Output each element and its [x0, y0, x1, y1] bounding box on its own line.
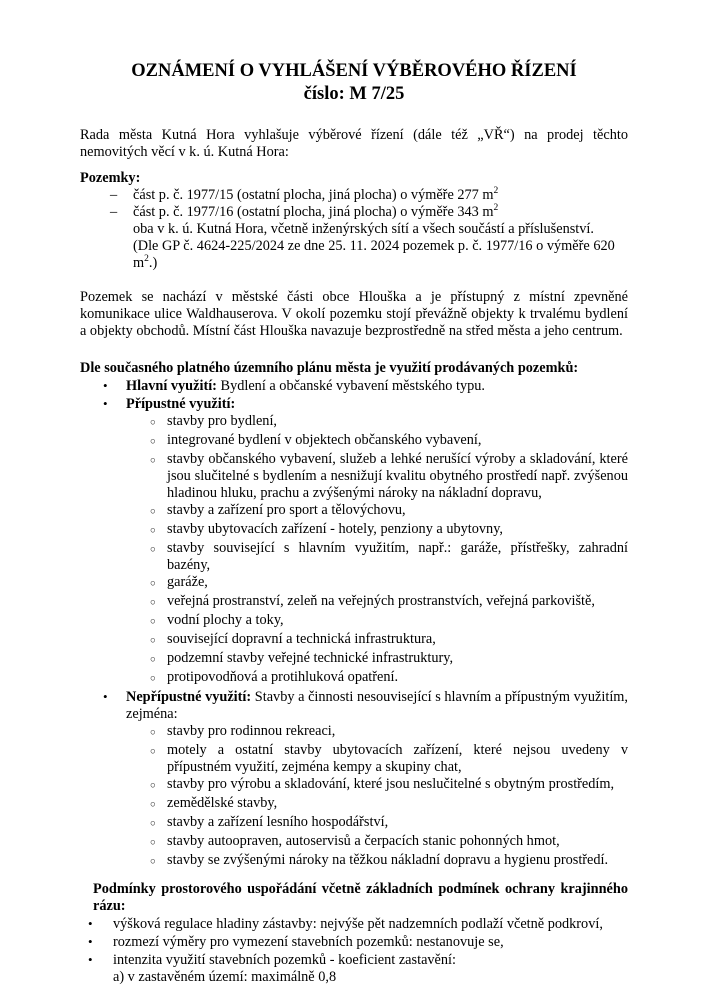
- bullet-marker: •: [88, 952, 93, 967]
- nepripustne-list-item: ○ motely a ostatní stavby ubytovacích zařízení, které nejsou uvedeny v přípustném využití, zejména kempy a skupiny chat,: [150, 742, 628, 775]
- pripustne-list-item: ○ protipovodňová a protihluková opatření.: [80, 669, 628, 688]
- podminky-heading: Podmínky prostorového uspořádání včetně základních podmínek ochrany krajinného rázu:: [93, 881, 628, 914]
- circle-marker: ○: [150, 437, 156, 447]
- nepripustne-list-item: ○ stavby a zařízení lesního hospodářství,: [80, 814, 628, 833]
- circle-marker: ○: [150, 781, 156, 791]
- nepripustne-list-item: ○ zemědělské stavby,: [80, 795, 628, 814]
- pripustne-list-item: ○ integrované bydlení v objektech občanského vybavení,: [80, 432, 628, 451]
- podminky-subitem: a) v zastavěném území: maximálně 0,8: [113, 969, 337, 985]
- circle-marker: ○: [150, 655, 156, 665]
- pripustne-list-item: ○ stavby a zařízení pro sport a tělovýchovu,: [80, 502, 628, 521]
- square-meter-sup: 2: [144, 254, 149, 265]
- intro-paragraph: Rada města Kutná Hora vyhlašuje výběrové řízení (dále též „VŘ“) na prodej těchto nemovitých věcí v k. ú. Kutná Hora:: [80, 127, 628, 160]
- location-paragraph: Pozemek se nachází v městské části obce Hlouška a je přístupný z místní zpevněné komunikace ulice Waldhauserova. V okolí pozemku stojí převážně objekty k trvalému bydlení a objekty obchodů. Místní část Hlouška navazuje bezprostředně na střed města a jeho centrum.: [80, 289, 628, 339]
- pozemky-item-2-text: část p. č. 1977/16 (ostatní plocha, jiná plocha) o výměře 343 $m^2$: [133, 203, 499, 220]
- pozemky-note-2: (Dle GP č. 4624-225/2024 ze dne 25. 11. 2024 pozemek p. č. 1977/16 o výměře 620 $m^2$.): [133, 238, 615, 271]
- circle-marker: ○: [150, 674, 156, 684]
- document-title-line1: OZNÁMENÍ O VYHLÁŠENÍ VÝBĚROVÉHO ŘÍZENÍ: [131, 61, 577, 81]
- circle-marker: ○: [150, 728, 156, 738]
- zoning-hlavni-item: [80, 377, 628, 395]
- pozemky-heading: Pozemky:: [80, 170, 141, 186]
- podminky-section: [80, 881, 628, 986]
- zoning-pripustne-item: [80, 395, 628, 413]
- zoning-hlavni-text: Hlavní využití: Bydlení a občanské vybavení městského typu.: [126, 378, 485, 394]
- pozemky-item-1: [80, 187, 628, 204]
- zoning-nepripustne-text: Nepřípustné využití: Stavby a činnosti nesouvisející s hlavním a přípustným využitím, zejména:: [126, 689, 628, 722]
- square-meter-sup: 2: [493, 203, 499, 214]
- podminky-list-item: • rozmezí výměry pro vymezení stavebních pozemků: nestanovuje se,: [88, 934, 504, 950]
- nepripustne-list-item: ○ stavby se zvýšenými nároky na těžkou nákladní dopravu a hygienu prostředí.: [80, 852, 628, 871]
- nepripustne-list-item: ○ stavby autoopraven, autoservisů a čerpacích stanic pohonných hmot,: [80, 833, 628, 852]
- nepripustne-list-item: ○ stavby pro výrobu a skladování, které jsou neslučitelné s obytným prostředím,: [80, 776, 628, 795]
- pripustne-list-item: ○ stavby ubytovacích zařízení - hotely, penziony a ubytovny,: [80, 521, 628, 540]
- nepripustne-list-item: ○ stavby pro rodinnou rekreaci,: [80, 723, 628, 742]
- zoning-pripustne-label: Přípustné využití:: [126, 396, 236, 412]
- pripustne-list-item: ○ vodní plochy a toky,: [80, 612, 628, 631]
- bullet-marker: •: [88, 934, 93, 949]
- circle-marker: ○: [150, 418, 156, 428]
- zoning-nepripustne-item: [80, 688, 628, 723]
- pripustne-list-item: ○ podzemní stavby veřejné technické infrastruktury,: [80, 650, 628, 669]
- pripustne-list-item: ○ garáže,: [80, 574, 628, 593]
- circle-marker: ○: [150, 838, 156, 848]
- pozemky-item-2: [80, 204, 628, 221]
- pripustne-list-item: ○ stavby občanského vybavení, služeb a lehké nerušící výroby a skladování, které jsou slučitelné s bydlením a nesnižují kvalitu obytného prostředí např. zvýšenou hladinou hluku, prachu a zvýšenými nároky na nákladní dopravu,: [150, 451, 628, 501]
- zoning-section: [80, 360, 628, 871]
- zoning-heading: Dle současného platného územního plánu města je využití prodávaných pozemků:: [80, 360, 579, 376]
- circle-marker: ○: [150, 598, 156, 608]
- document-title-line2: číslo: M 7/25: [303, 84, 405, 104]
- document-title: [80, 60, 628, 106]
- pozemky-section: [80, 170, 628, 272]
- pripustne-list-item: ○ stavby pro bydlení,: [80, 413, 628, 432]
- circle-marker: ○: [150, 507, 156, 517]
- dash-marker: –: [110, 187, 118, 203]
- bullet-marker: •: [103, 378, 108, 393]
- podminky-list-item: • intenzita využití stavebních pozemků - koeficient zastavění:: [88, 952, 456, 968]
- circle-marker: ○: [150, 545, 156, 555]
- circle-marker: ○: [150, 526, 156, 536]
- pripustne-list-item: ○ veřejná prostranství, zeleň na veřejných prostranstvích, veřejná parkoviště,: [80, 593, 628, 612]
- circle-marker: ○: [150, 456, 156, 466]
- circle-marker: ○: [150, 800, 156, 810]
- pripustne-list-item: ○ související dopravní a technická infrastruktura,: [80, 631, 628, 650]
- bullet-marker: •: [103, 396, 108, 411]
- square-meter-sup: 2: [493, 186, 499, 197]
- circle-marker: ○: [150, 617, 156, 627]
- podminky-list-item: • výšková regulace hladiny zástavby: nejvýše pět nadzemních podlaží včetně podkroví,: [88, 916, 603, 932]
- circle-marker: ○: [150, 819, 156, 829]
- circle-marker: ○: [150, 857, 156, 867]
- bullet-marker: •: [103, 689, 108, 704]
- bullet-marker: •: [88, 916, 93, 931]
- pozemky-note-1: oba v k. ú. Kutná Hora, včetně inženýrských sítí a všech součástí a příslušenství.: [133, 221, 594, 237]
- pripustne-list-item: ○ stavby související s hlavním využitím, např.: garáže, přístřešky, zahradní bazény,: [150, 540, 628, 573]
- pozemky-item-1-text: část p. č. 1977/15 (ostatní plocha, jiná plocha) o výměře 277 $m^2$: [133, 186, 499, 203]
- circle-marker: ○: [150, 636, 156, 646]
- dash-marker: –: [110, 204, 118, 220]
- circle-marker: ○: [150, 747, 156, 757]
- circle-marker: ○: [150, 579, 156, 589]
